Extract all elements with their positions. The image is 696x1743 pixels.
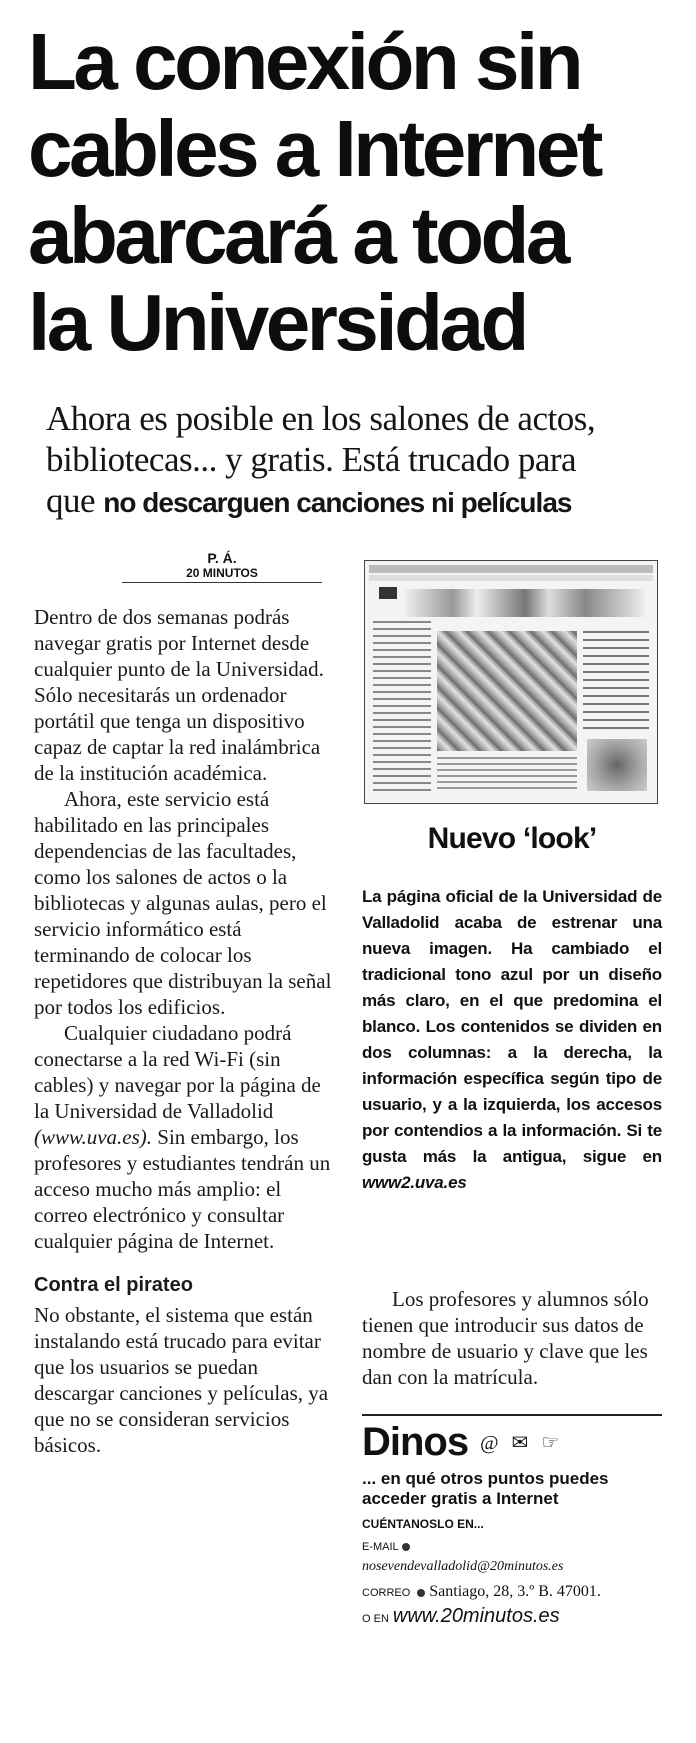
- screenshot-left-menu: [373, 621, 431, 791]
- sidebar-normal-text: Los profesores y alumnos sólo tienen que introducir sus datos de nombre de usuario y clave que les dan con la matrícula.: [362, 1287, 649, 1389]
- dinos-cta: CUÉNTANOSLO EN...: [362, 1517, 484, 1531]
- headline-line-1: La conexión sin: [28, 17, 581, 106]
- paragraph-4: No obstante, el sistema que están instalando está trucado para evitar que los usuarios se puedan descargar canciones y películas, ya que no se consideran servicios básicos.: [34, 1303, 329, 1457]
- byline-author: P. Á.: [207, 550, 237, 566]
- website-url[interactable]: www.20minutos.es: [392, 1605, 560, 1627]
- paragraph-3-part-b: Sin embargo, los profesores y estudiantes tendrán un acceso mucho más amplio: el correo electrónico y consultar cualquier página de Internet.: [34, 1125, 331, 1253]
- subhead-line-3-plain: que: [46, 481, 104, 520]
- dinos-header: [362, 1420, 662, 1465]
- screenshot-right-menu: [583, 631, 649, 731]
- www2-link-text: www2.uva.es: [362, 1173, 467, 1192]
- article-body-left: [34, 604, 334, 1458]
- email-label: E-MAIL: [362, 1541, 399, 1553]
- paragraph-1: Dentro de dos semanas podrás navegar gratis por Internet desde cualquier punto de la Universidad. Sólo necesitarás un ordenador portátil que tenga un dispositivo capaz de captar la red inalámbrica de la institución académica.: [34, 605, 324, 785]
- website-row: [362, 1605, 662, 1628]
- screenshot-main-collage: [437, 631, 577, 751]
- bullet-icon: [402, 1543, 410, 1551]
- bullet-icon: [417, 1589, 425, 1597]
- paragraph-3: [34, 1020, 334, 1254]
- screenshot-logo: [379, 587, 397, 599]
- subhead-line-2: bibliotecas... y gratis. Está trucado para: [46, 440, 577, 479]
- pointing-hand-icon: ☞: [541, 1432, 560, 1454]
- envelope-icon: ✉: [511, 1432, 529, 1454]
- email-label-row: [362, 1541, 662, 1553]
- paragraph-3-part-a: Cualquier ciudadano podrá conectarse a la red Wi-Fi (sin cables) y navegar por la página de la Universidad de Valladolid: [34, 1021, 321, 1123]
- headline-line-3: abarcará a toda: [28, 191, 567, 280]
- screenshot-photo: [587, 739, 647, 791]
- screenshot-browser-bar: [369, 565, 653, 573]
- subhead-line-3-bold: no descarguen canciones ni películas: [103, 487, 572, 518]
- dinos-question: ... en qué otros puntos puedes acceder gratis a Internet: [362, 1469, 609, 1508]
- sidebar-bold-text-body: La página oficial de la Universidad de Valladolid acaba de estrenar una nueva imagen. Ha cambiado el tradicional tono azul por un diseño más claro, en el que predomina el blanco. Los contenidos se dividen en dos columnas: a la derecha, la información específica según tipo de usuario, y a la izquierda, los accesos por contendios a la información. Si te gusta más la antigua, sigue en: [362, 887, 662, 1166]
- mail-label: CORREO: [362, 1587, 411, 1599]
- byline: [122, 550, 322, 583]
- postal-address-row: [362, 1583, 662, 1601]
- postal-address: Santiago, 28, 3.º B. 47001.: [429, 1583, 601, 1600]
- headline-line-2: cables a Internet: [28, 104, 600, 193]
- headline: [28, 18, 678, 366]
- dinos-title: Dinos: [362, 1420, 469, 1464]
- uva-link-text: (www.uva.es).: [34, 1125, 153, 1149]
- section-subtitle: Contra el pirateo: [34, 1274, 193, 1296]
- dinos-divider: [362, 1414, 662, 1416]
- byline-source: 20 MINUTOS: [122, 566, 322, 583]
- web-label: O EN: [362, 1613, 389, 1625]
- screenshot-banner: [405, 589, 645, 617]
- website-screenshot-image: [364, 560, 658, 804]
- subhead-line-3: [46, 480, 686, 523]
- dinos-box: [362, 1414, 662, 1628]
- at-icon: @: [480, 1432, 499, 1454]
- contact-email[interactable]: nosevendevalladolid@20minutos.es: [362, 1559, 564, 1574]
- sidebar-bold-text: [362, 884, 662, 1196]
- dinos-icons: [480, 1430, 567, 1455]
- screenshot-text-block: [437, 757, 577, 793]
- sidebar-title: Nuevo ‘look’: [427, 822, 597, 855]
- screenshot-toolbar: [369, 575, 653, 581]
- subheadline: [46, 398, 686, 523]
- headline-line-4: la Universidad: [28, 278, 526, 367]
- subhead-line-1: Ahora es posible en los salones de actos,: [46, 399, 596, 438]
- paragraph-2: Ahora, este servicio está habilitado en las principales dependencias de las facultades, como los salones de actos o la bibliotecas y algunas aulas, pero el servicio informático está terminando de colocar los repetidores que distribuyan la señal por todos los edificios.: [34, 787, 332, 1019]
